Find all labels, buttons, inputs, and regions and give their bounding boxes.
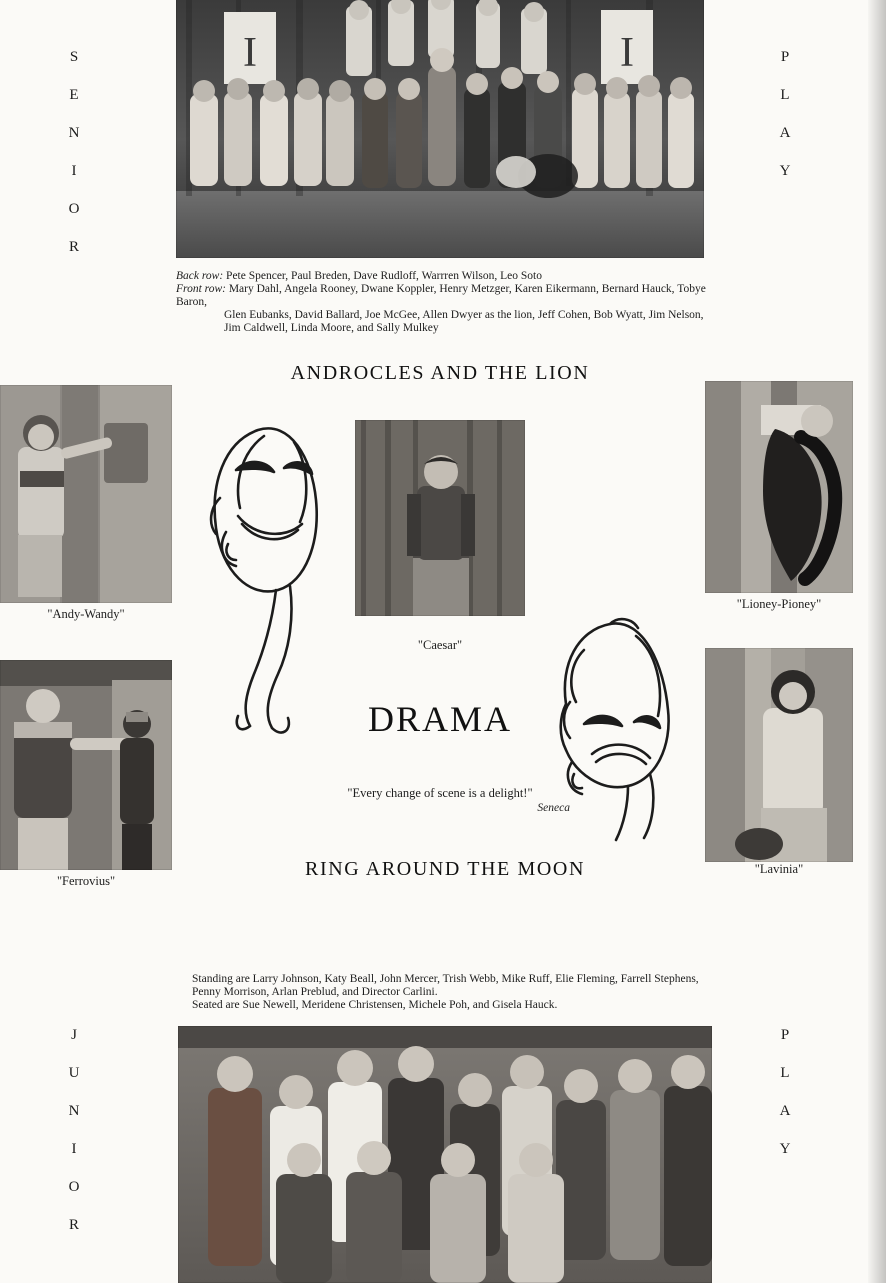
caption-text: Seated are Sue Newell, Meridene Christensen, Michele Poh, and Gisela Hauck. [192,999,558,1011]
caption-label: Back row: [176,270,224,282]
letter: O [68,201,80,217]
svg-text:I: I [243,30,257,76]
letter: P [780,1027,790,1043]
lavinia-caption: "Lavinia" [754,862,804,876]
letter: N [68,125,80,141]
page-edge-shadow [868,0,886,1283]
play-vertical-label-top [765,38,805,190]
ferrovius-caption: "Ferrovius" [56,874,116,888]
letter: I [71,1141,77,1157]
junior-vertical-label [54,1016,94,1244]
letter: A [779,1103,791,1119]
junior-play-caption [192,973,752,1012]
caption-text: Jim Caldwell, Linda Moore, and Sally Mulkey [224,322,439,334]
letter: L [780,87,790,103]
letter: P [780,49,790,65]
letter: Y [779,1141,791,1157]
letter: A [779,125,791,141]
junior-play-cast-photo [178,1026,712,1283]
caesar-caption: "Caesar" [417,638,463,652]
caption-text: Glen Eubanks, David Ballard, Joe McGee, Allen Dwyer as the lion, Jeff Cohen, Bob Wyatt, Jim Nelson, [224,309,704,321]
letter: N [68,1103,80,1119]
caption-text: Pete Spencer, Paul Breden, Dave Rudloff, Warrren Wilson, Leo Soto [226,270,542,282]
senior-play-cast-photo [176,0,704,258]
letter: U [68,1065,80,1081]
letter: O [68,1179,80,1195]
quote-text: "Every change of scene is a delight!" [347,786,533,800]
caption-text: Penny Morrison, Arlan Preblud, and Director Carlini. [192,986,438,998]
play-vertical-label-bottom [765,1016,805,1168]
caption-text: Mary Dahl, Angela Rooney, Dwane Koppler, Henry Metzger, Karen Eikermann, Bernard Hauck, Tobye Baron, [176,283,706,308]
ferrovius-photo [0,660,172,870]
letter: R [68,1217,79,1233]
letter: S [69,49,79,65]
letter: Y [779,163,791,179]
androcles-title: ANDROCLES AND THE LION [290,362,590,384]
senior-vertical-label [54,38,94,266]
andy-wandy-photo [0,385,172,603]
ring-around-the-moon-title: RING AROUND THE MOON [305,858,585,880]
lioney-pioney-caption: "Lioney-Pioney" [736,597,822,611]
andy-wandy-caption: "Andy-Wandy" [47,607,125,621]
letter: I [71,163,77,179]
caption-text: Standing are Larry Johnson, Katy Beall, John Mercer, Trish Webb, Mike Ruff, Elie Fleming, Farrell Stephens, [192,973,699,985]
letter: J [71,1027,77,1043]
letter: L [780,1065,790,1081]
drama-heading: DRAMA [367,699,512,739]
lioney-pioney-photo [705,381,853,593]
letter: E [69,87,79,103]
senior-play-caption [176,270,736,335]
caesar-photo [355,420,525,616]
caption-label: Front row: [176,283,226,295]
quote-attribution: Seneca [537,802,570,814]
svg-text:I: I [620,30,634,76]
letter: R [68,239,79,255]
lavinia-photo [705,648,853,862]
drama-quote [280,786,600,814]
